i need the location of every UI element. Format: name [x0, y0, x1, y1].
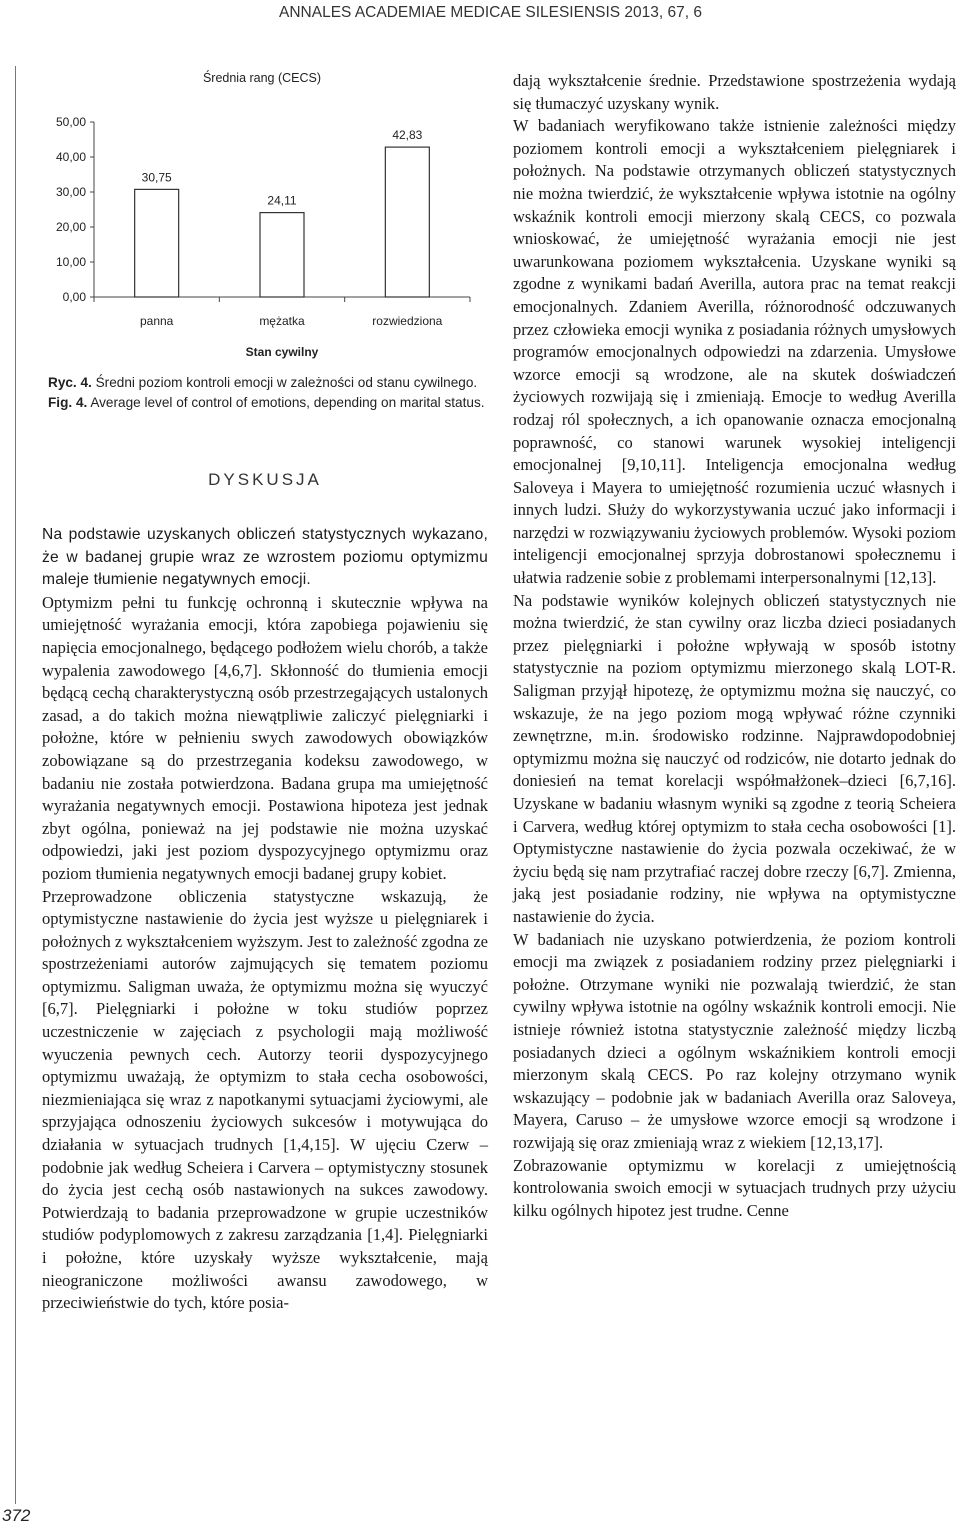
- bar-value-label: 24,11: [267, 193, 297, 208]
- paragraph: W badaniach weryfikowano także istnienie zależności między poziomem kontroli emocji a wykształceniem pielęgniarek i położnych. Na podstawie otrzymanych obliczeń statystycznych nie można twierdzić, że wykształcenie wpływa istotnie na ogólny wskaźnik kontroli emocji mierzony skalą CECS, co pozwala wnioskować, że umiejętność wyrażania emocji nie jest uwarunkowana poziomem wykształcenia. Uzyskane wyniki są zgodne z wynikami badań Averilla, autora prac na temat reakcji emocjonalnych. Zdaniem Averilla, różnorodność odczuwanych przez człowieka emocji wynika z posiadania różnych umysłowych programów emocjonalnych odpowiedzi na zdarzenia. Umysłowe wzorce emocji są wrodzone, ale na skutek doświadczeń życiowych rozwijają się i zmieniają. Emocje to według Averilla rodzaj ról społecznych, a ich opanowanie oznacza emocjonalną poprawność, co stanowi warunek wysokiej inteligencji emocjonalnej [9,10,11]. Inteligencja emocjonalna według Saloveya i Mayera to umiejętność rozumienia uczuć własnych i innych ludzi. Służy do wykorzystywania uczuć jako informacji i narzędzi w rozwiązywaniu życiowych problemów. Wysoki poziom inteligencji emocjonalnej sprzyja dobrostanowi społecznemu i ułatwia radzenie sobie z problemami interpersonalnymi [12,13].: [513, 116, 956, 588]
- chart-title: Średnia rang (CECS): [202, 71, 322, 85]
- page-number: 372: [2, 1506, 31, 1525]
- caption-en-text: Average level of control of emotions, depending on marital status.: [90, 395, 485, 410]
- x-tick-label: panna: [139, 314, 174, 328]
- paragraph: Przeprowadzone obliczenia statystyczne wskazują, że optymistyczne nastawienie do życia jest wyższe u pielęgniarek i położnych z wykształceniem wyższym. Jest to zależność zgodna ze spostrzeżeniami autorów zajmujących się tematem poziomu optymizmu. Saligman uważa, że optymizmu można się wyuczyć [6,7]. Pielęgniarki i położne w toku studiów poprzez uczestniczenie w zajęciach z psychologii mają możliwość wyuczenia pewnych cech. Autorzy teorii dyspozycyjnego optymizmu uważają, że optymizm to stała cecha osobowości, niezmieniająca się wraz z napotkanymi sytuacjami życiowymi, ale sprzyjająca odnoszeniu życiowych sukcesów i motywująca do działania w sytuacjach trudnych [1,4,15]. W ujęciu Czerw – podobnie jak według Scheiera i Carvera – optymistyczny stosunek do życia jest cechą osób nastawionych na sukces zawodowy. Potwierdzają to badania przeprowadzone w grupie uczestników studiów podyplomowych z zakresu zarządzania [1,4]. Pielęgniarki i położne, które uzyskały wyższe wykształcenie, mają nieograniczone możliwości awansu zawodowego, w przeciwieństwie do tych, które posia-: [42, 886, 488, 1313]
- caption-en-label: Fig. 4.: [48, 395, 88, 410]
- section-heading: DYSKUSJA: [208, 470, 322, 489]
- caption-pl-text: Średni poziom kontroli emocji w zależności od stanu cywilnego.: [95, 375, 478, 390]
- paragraph: W badaniach nie uzyskano potwierdzenia, że poziom kontroli emocji ma związek z posiadaniem rodziny przez pielęgniarki i położne. Otrzymane wyniki nie pozwalają twierdzić, że stan cywilny wpływa istotnie na ogólny wskaźnik kontroli emocji. Nie istnieje również istotna statystycznie zależność między liczbą posiadanych dzieci a ogólnym wskaźnikiem kontroli emocji mierzonym skalą CECS. Po raz kolejny otrzymano wynik wskazujący – podobnie jak w badaniach Averilla oraz Saloveya, Mayera, Caruso – że umysłowe wzorce emocji są wrodzone i rozwijają się oraz zmieniają wraz z wiekiem [12,13,17].: [513, 929, 956, 1152]
- bar-chart: [42, 64, 488, 364]
- bar: [135, 189, 179, 297]
- bar-value-label: 30,75: [141, 170, 172, 185]
- left-column: [42, 524, 488, 1315]
- paragraph: Zobrazowanie optymizmu w korelacji z umiejętnością kontrolowania swoich emocji w sytuacjach trudnych przy użyciu kilku ogólnych hipotez jest trudne. Cenne: [513, 1155, 956, 1220]
- y-tick-label: 40,00: [55, 150, 86, 164]
- figure-caption-pl: [48, 375, 488, 390]
- y-tick-label: 30,00: [55, 185, 86, 199]
- figure-caption-en: [48, 395, 488, 410]
- x-tick-label: rozwiedziona: [372, 314, 443, 328]
- bar: [385, 147, 429, 297]
- bar-value-label: 42,83: [392, 128, 423, 143]
- x-axis-label: Stan cywilny: [245, 345, 319, 359]
- paragraph: Na podstawie wyników kolejnych obliczeń statystycznych nie można twierdzić, że stan cywilny oraz liczba dzieci posiadanych przez pielęgniarki i położne wpływają w sposób istotny statystycznie na poziom optymizmu mierzonego skalą LOT-R. Saligman przyjął hipotezę, że optymizmu można się nauczyć, co wskazuje, że na jego poziom mogą wpływać różne czynniki zewnętrzne, m.in. środowisko rodzinne. Najprawdopodobniej optymizmu można się nauczyć od rodziców, nie dotarto jednak do doniesień na temat korelacji współmałżonek–dzieci [6,7,16]. Uzyskane w badaniu własnym wyniki są zgodne z teorią Scheiera i Carvera, według której optymizm to stała cecha osobowości [1]. Optymistyczne nastawienie do życia pozwala oczekiwać, że w życiu będą się nam przytrafiać raczej dobre rzeczy [6,7]. Zmienna, jaką jest posiadanie rodziny, nie wpływa na optymistyczne nastawienie do życia.: [513, 590, 956, 926]
- figure-4: [42, 64, 488, 500]
- x-tick-label: mężatka: [259, 314, 305, 328]
- bar: [260, 213, 304, 297]
- margin-rule: [15, 66, 16, 1504]
- caption-pl-label: Ryc. 4.: [48, 375, 92, 390]
- y-tick-label: 10,00: [55, 255, 86, 269]
- paragraph: Optymizm pełni tu funkcję ochronną i skutecznie wpływa na umiejętność wyrażania emocji, która zapobiega pojawieniu się napięcia emocjonalnego, będącego podłożem wielu chorób, a także wypalenia zawodowego [4,6,7]. Skłonność do tłumienia emocji będącą cechą charakterystyczną osób przestrzegających ustalonych zasad, a do takich można niewątpliwie zaliczyć pielęgniarki i położne, które w pełnieniu swych zawodowych obowiązków zobowiązane są do przestrzegania kodeksu zawodowego, w badaniu nie została potwierdzona. Badana grupa ma umiejętność wyrażania negatywnych emocji. Postawiona hipoteza jest jednak zbyt ogólna, ponieważ na jej podstawie nie można uzyskać odpowiedzi, jaki jest poziom dyspozycyjnego optymizmu oraz poziom tłumienia negatywnych emocji badanej grupy kobiet.: [42, 592, 488, 883]
- paragraph: Na podstawie uzyskanych obliczeń statystycznych wykazano, że w badanej grupie wraz ze wzrostem poziomu optymizmu maleje tłumienie negatywnych emocji.: [42, 526, 488, 589]
- y-tick-label: 20,00: [55, 220, 86, 234]
- y-tick-label: 0,00: [62, 290, 86, 304]
- paragraph: dają wykształcenie średnie. Przedstawione spostrzeżenia wydają się tłumaczyć uzyskany wynik.: [513, 71, 956, 113]
- right-column: [513, 70, 956, 1222]
- running-head: ANNALES ACADEMIAE MEDICAE SILESIENSIS 2013, 67, 6: [279, 4, 702, 21]
- y-tick-label: 50,00: [55, 115, 86, 129]
